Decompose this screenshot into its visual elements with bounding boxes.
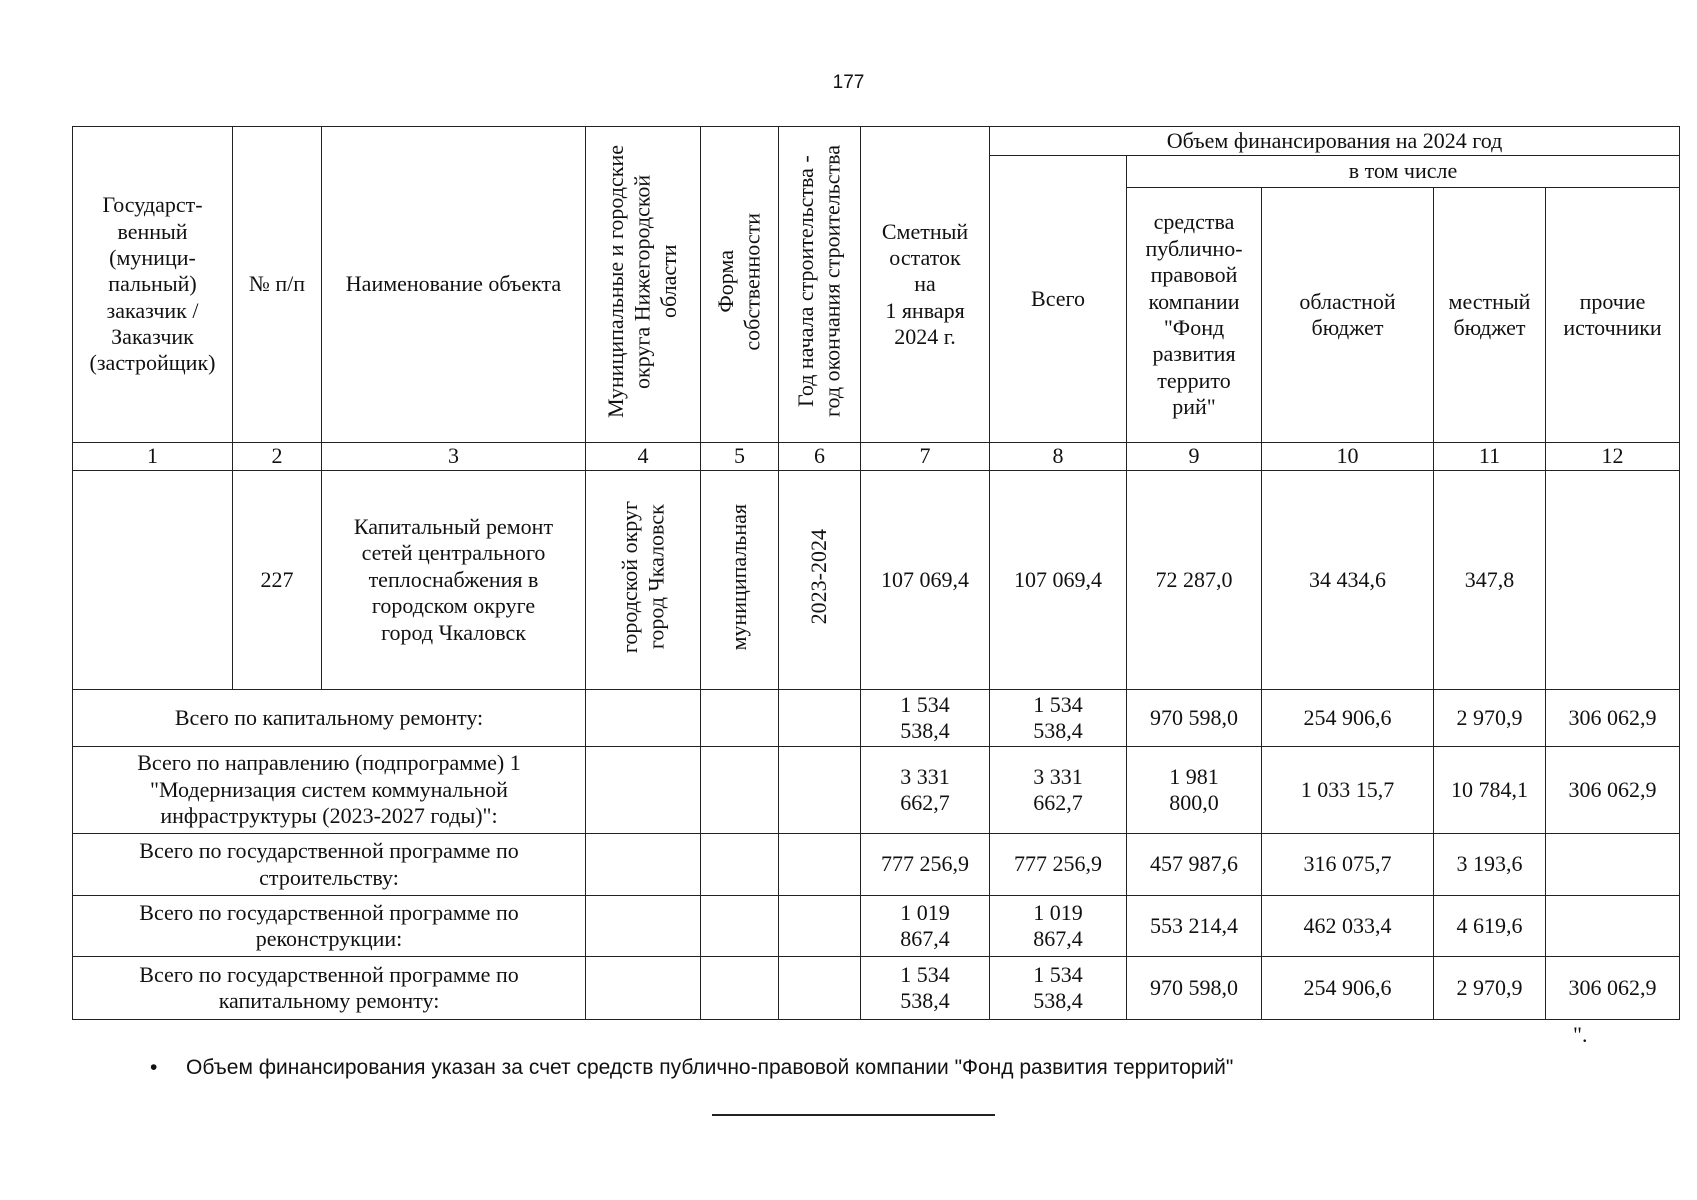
summary-row: [73, 896, 1680, 957]
footnote-text: Объем финансирования указан за счет средств публично-правовой компании "Фонд развития территорий": [186, 1056, 1234, 1079]
col-number: 5: [701, 443, 779, 471]
object-ownership: муниципальная: [701, 471, 779, 690]
column-number-row: [73, 443, 1680, 471]
summary-total: 3 331 662,7: [990, 747, 1127, 834]
summary-row: [73, 834, 1680, 896]
summary-regional: 462 033,4: [1262, 896, 1434, 957]
summary-total: 777 256,9: [990, 834, 1127, 896]
summary-label: Всего по государственной программе по капитальному ремонту:: [73, 957, 586, 1020]
closing-quote: ".: [1573, 1022, 1588, 1047]
summary-row: [73, 957, 1680, 1020]
col-number: 10: [1262, 443, 1434, 471]
object-fund: 72 287,0: [1127, 471, 1262, 690]
summary-fund: 553 214,4: [1127, 896, 1262, 957]
object-name: Капитальный ремонт сетей центрального теплоснабжения в городском округе город Чкаловск: [322, 471, 586, 690]
summary-local: 2 970,9: [1434, 690, 1546, 747]
summary-other: [1546, 834, 1680, 896]
col-number: 4: [586, 443, 701, 471]
summary-regional: 1 033 15,7: [1262, 747, 1434, 834]
object-local: 347,8: [1434, 471, 1546, 690]
summary-other: 306 062,9: [1546, 747, 1680, 834]
header-including: в том числе: [1127, 156, 1680, 188]
header-funding-title: Объем финансирования на 2024 год: [990, 127, 1680, 156]
header-estimate: Сметный остаток на 1 января 2024 г.: [861, 127, 990, 443]
col-number: 3: [322, 443, 586, 471]
header-local: местный бюджет: [1434, 188, 1546, 443]
col-number: 9: [1127, 443, 1262, 471]
summary-local: 2 970,9: [1434, 957, 1546, 1020]
header-total: Всего: [990, 156, 1127, 443]
object-years: 2023-2024: [779, 471, 861, 690]
summary-fund: 970 598,0: [1127, 957, 1262, 1020]
header-customer: Государст- венный (муници- пальный) заказчик / Заказчик (застройщик): [73, 127, 233, 443]
object-estimate: 107 069,4: [861, 471, 990, 690]
header-years: Год начала строительства - год окончания строительства: [779, 127, 861, 443]
header-municipality: Муниципальные и городские округа Нижегородской области: [586, 127, 701, 443]
col-number: 2: [233, 443, 322, 471]
object-total: 107 069,4: [990, 471, 1127, 690]
summary-regional: 316 075,7: [1262, 834, 1434, 896]
summary-label: Всего по направлению (подпрограмме) 1 "Модернизация систем коммунальной инфраструктуры (2023-2027 годы)":: [73, 747, 586, 834]
footnote: [150, 1056, 1233, 1080]
summary-regional: 254 906,6: [1262, 690, 1434, 747]
funding-table: [72, 126, 1680, 1020]
summary-total: 1 534 538,4: [990, 690, 1127, 747]
summary-regional: 254 906,6: [1262, 957, 1434, 1020]
summary-estimate: 777 256,9: [861, 834, 990, 896]
summary-local: 10 784,1: [1434, 747, 1546, 834]
summary-row: [73, 747, 1680, 834]
summary-local: 4 619,6: [1434, 896, 1546, 957]
summary-label: Всего по государственной программе по реконструкции:: [73, 896, 586, 957]
col-number: 12: [1546, 443, 1680, 471]
summary-estimate: 3 331 662,7: [861, 747, 990, 834]
summary-local: 3 193,6: [1434, 834, 1546, 896]
header-regional: областной бюджет: [1262, 188, 1434, 443]
summary-label: Всего по капитальному ремонту:: [73, 690, 586, 747]
col-number: 8: [990, 443, 1127, 471]
page-number: 177: [832, 72, 865, 93]
bullet-icon: •: [150, 1056, 158, 1079]
col-number: 11: [1434, 443, 1546, 471]
object-num: 227: [233, 471, 322, 690]
summary-total: 1 019 867,4: [990, 896, 1127, 957]
summary-other: [1546, 896, 1680, 957]
header-num: № п/п: [233, 127, 322, 443]
summary-label: Всего по государственной программе по строительству:: [73, 834, 586, 896]
summary-other: 306 062,9: [1546, 690, 1680, 747]
summary-estimate: 1 019 867,4: [861, 896, 990, 957]
summary-total: 1 534 538,4: [990, 957, 1127, 1020]
col-number: 6: [779, 443, 861, 471]
col-number: 1: [73, 443, 233, 471]
header-other: прочие источники: [1546, 188, 1680, 443]
object-row: [73, 471, 1680, 690]
col-number: 7: [861, 443, 990, 471]
object-other: [1546, 471, 1680, 690]
separator-line: [712, 1114, 995, 1116]
object-customer: [73, 471, 233, 690]
summary-estimate: 1 534 538,4: [861, 690, 990, 747]
summary-row: [73, 690, 1680, 747]
summary-estimate: 1 534 538,4: [861, 957, 990, 1020]
object-municipality: городской округ город Чкаловск: [586, 471, 701, 690]
summary-other: 306 062,9: [1546, 957, 1680, 1020]
summary-fund: 1 981 800,0: [1127, 747, 1262, 834]
header-ownership: Форма собственности: [701, 127, 779, 443]
summary-fund: 457 987,6: [1127, 834, 1262, 896]
object-regional: 34 434,6: [1262, 471, 1434, 690]
summary-fund: 970 598,0: [1127, 690, 1262, 747]
header-fund: средства публично- правовой компании "Фонд развития террито рий": [1127, 188, 1262, 443]
header-object-name: Наименование объекта: [322, 127, 586, 443]
